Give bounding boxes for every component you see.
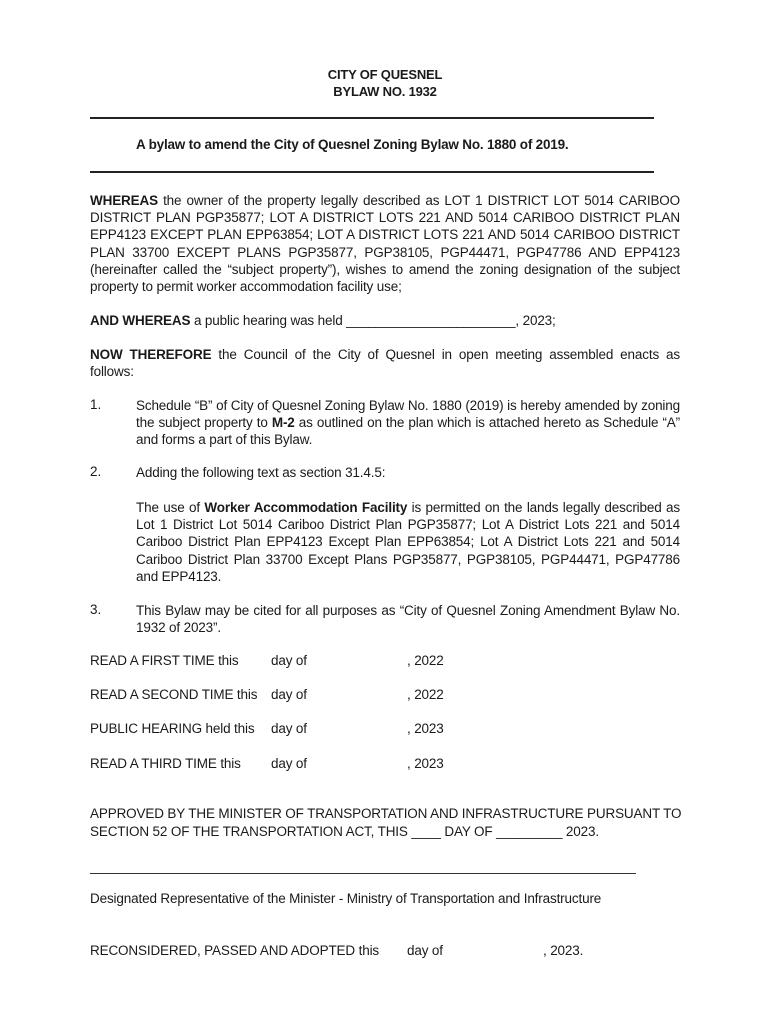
document-title-city: CITY OF QUESNEL	[327, 67, 443, 82]
adoption-year: , 2023.	[543, 943, 584, 958]
and-whereas-lead: AND WHEREAS	[90, 313, 191, 328]
reading-label: READ A THIRD TIME this	[90, 756, 241, 771]
now-therefore-text: the Council of the City of Quesnel in open meeting assembled enacts as follows:	[90, 347, 680, 380]
item-number: 1.	[90, 397, 102, 412]
reading-day: day of	[271, 687, 307, 702]
item-3-text: This Bylaw may be cited for all purposes as “City of Quesnel Zoning Amendment Bylaw No. 1932 of 2023”.	[136, 603, 680, 636]
signature-caption: Designated Representative of the Minister - Ministry of Transportation and Infrastructure	[90, 891, 602, 906]
item-2-use-name: Worker Accommodation Facility	[204, 500, 408, 515]
approval-line-2: SECTION 52 OF THE TRANSPORTATION ACT, THIS ____ DAY OF _________ 2023.	[90, 824, 599, 839]
item-1-text-b: as outlined on the plan which is attached hereto as Schedule “A” and forms a part of this Bylaw.	[136, 415, 680, 448]
top-divider	[90, 117, 654, 119]
whereas-lead: WHEREAS	[90, 193, 158, 208]
adoption-label: RECONSIDERED, PASSED AND ADOPTED this	[90, 943, 380, 958]
reading-day: day of	[271, 756, 307, 771]
reading-label: READ A FIRST TIME this	[90, 653, 239, 668]
reading-year: , 2023	[407, 756, 444, 771]
whereas-clause	[90, 192, 680, 295]
now-therefore-clause	[90, 346, 680, 380]
item-number: 3.	[90, 602, 102, 617]
item-2-text: Adding the following text as section 31.4.5:	[136, 465, 386, 480]
reading-year: , 2022	[407, 653, 444, 668]
reading-day: day of	[271, 721, 307, 736]
and-whereas-text: a public hearing was held _______________________, 2023;	[190, 313, 556, 328]
reading-label: PUBLIC HEARING held this	[90, 721, 255, 736]
reading-year: , 2023	[407, 721, 444, 736]
whereas-text: the owner of the property legally described as LOT 1 DISTRICT LOT 5014 CARIBOO DISTRICT PLAN PGP35877; LOT A DISTRICT LOTS 221 AND 5014 CARIBOO DISTRICT PLAN EPP4123 EXCEPT PLAN EPP63854; LOT A DISTRICT LOTS 221 AND 5014 CARIBOO DISTRICT PLAN 33700 EXCEPT PLANS PGP35877, PGP38105, PGP44471, PGP47786 AND EPP4123 (hereinafter called the “subject property”), wishes to amend the zoning designation of the subject property to permit worker accommodation facility use;	[90, 193, 680, 295]
item-1-zone: M-2	[271, 415, 295, 431]
bylaw-subtitle: A bylaw to amend the City of Quesnel Zoning Bylaw No. 1880 of 2019.	[136, 137, 569, 152]
reading-year: , 2022	[407, 687, 444, 702]
item-2-sub-b: is permitted on the lands legally described as Lot 1 District Lot 5014 Cariboo District Plan PGP35877; Lot A District Lots 221 and 5014 Cariboo District Plan EPP4123 Except Plan EPP63854; Lot A District Lots 221 and 5014 Cariboo District Plan 33700 Except Plans PGP35877, PGP38105, PGP44471, PGP47786 and EPP4123.	[136, 500, 680, 584]
approval-line-1: APPROVED BY THE MINISTER OF TRANSPORTATION AND INFRASTRUCTURE PURSUANT TO	[90, 806, 682, 821]
adoption-day: day of	[407, 943, 443, 958]
item-1-text	[136, 397, 680, 449]
reading-label: READ A SECOND TIME this	[90, 687, 258, 702]
item-number: 2.	[90, 464, 102, 479]
item-2-section-text	[136, 499, 680, 585]
bottom-divider	[90, 171, 654, 173]
now-therefore-lead: NOW THEREFORE	[90, 347, 212, 362]
document-title-bylaw-number: BYLAW NO. 1932	[333, 84, 437, 99]
item-2-sub-a: The use of	[136, 500, 205, 515]
reading-day: day of	[271, 653, 307, 668]
item-1-text-a: Schedule “B” of City of Quesnel Zoning Bylaw No. 1880 (2019) is hereby amended by zoning the subject property to	[136, 398, 680, 431]
signature-line	[90, 873, 636, 874]
and-whereas-clause	[90, 312, 680, 329]
